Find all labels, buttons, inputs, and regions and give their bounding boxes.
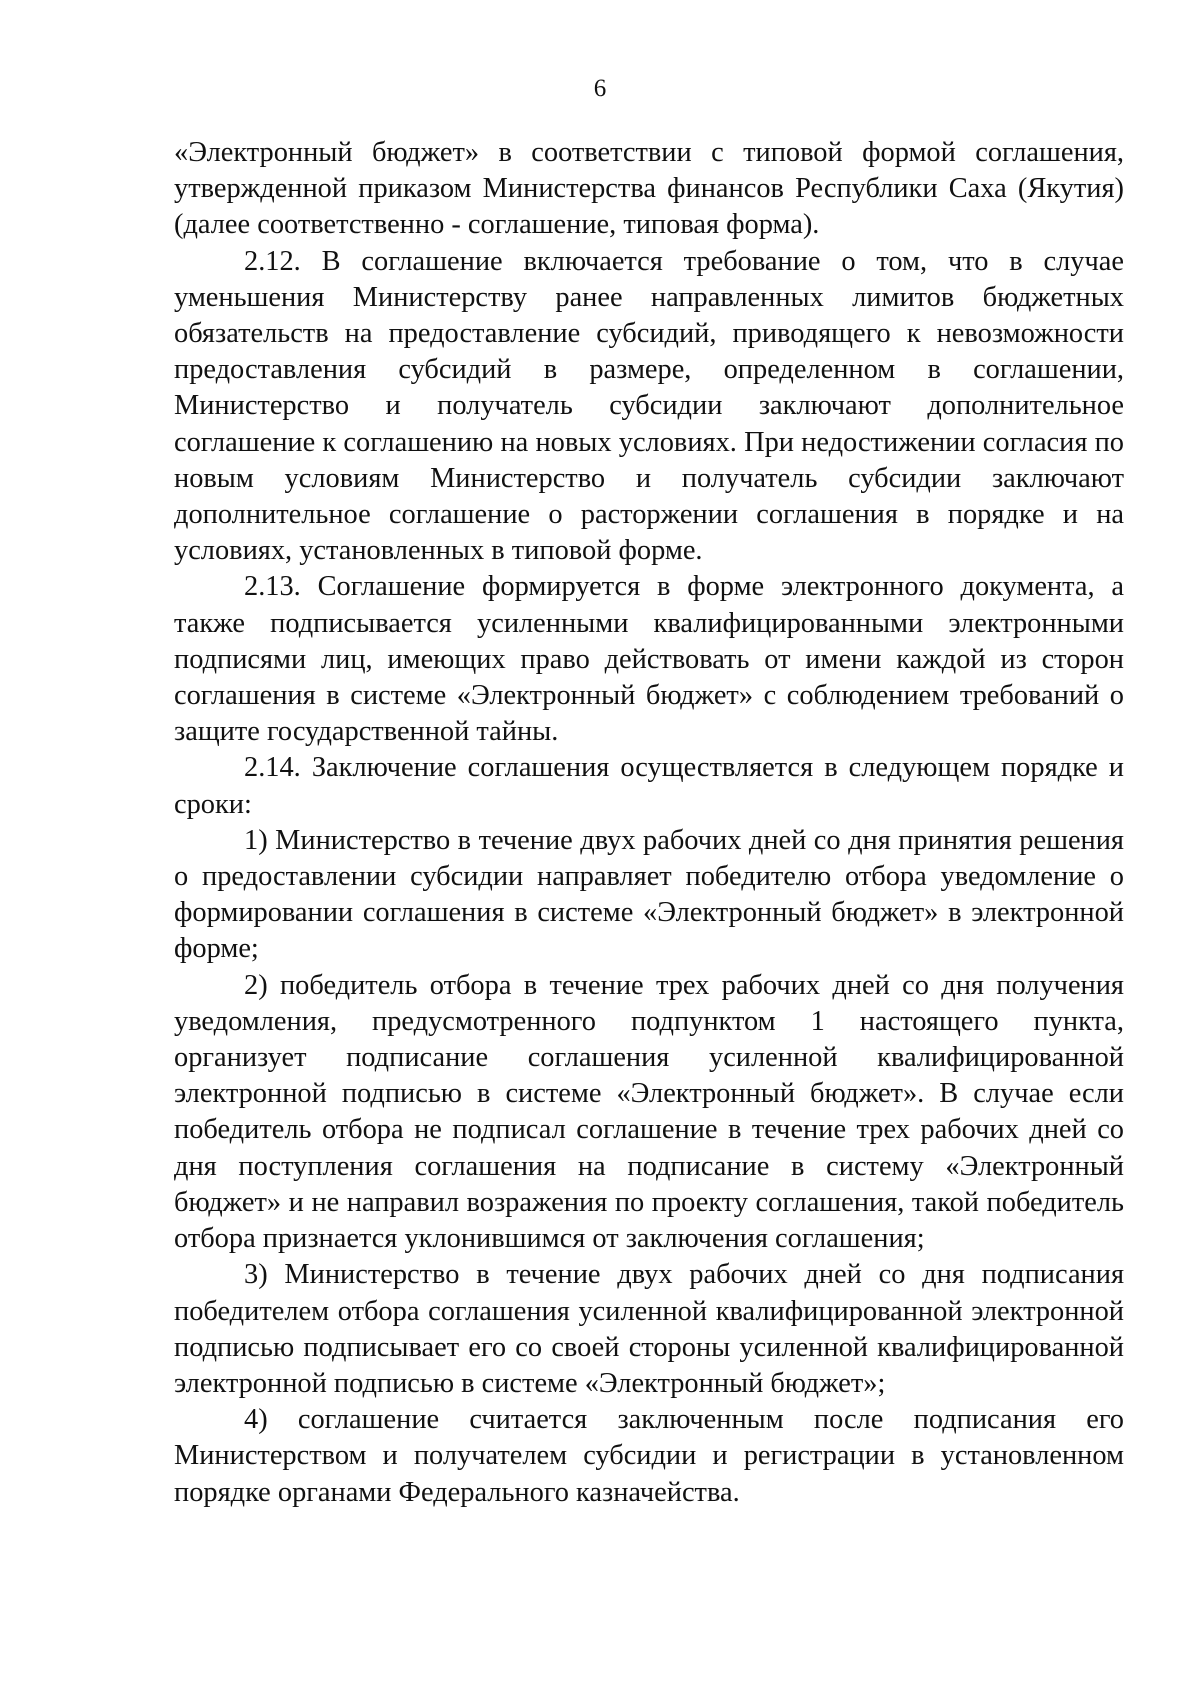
paragraph-2-12: 2.12. В соглашение включается требование о том, что в случае уменьшения Министерству ранее направленных лимитов бюджетных обязательств на предоставление субсидий, приводящего к невозможности предоставления субсидий в размере, определенном в соглашении, Министерство и получатель субсидии заключают дополнительное соглашение к соглашению на новых условиях. При недостижении согласия по новым условиям Министерство и получатель субсидии заключают дополнительное соглашение о расторжении соглашения в порядке и на условиях, установленных в типовой форме. — [174, 245, 1124, 567]
list-item-3: 3) Министерство в течение двух рабочих дней со дня подписания победителем отбора соглашения усиленной квалифицированной электронной подписью подписывает его со своей стороны усиленной квалифицированной электронной подписью в системе «Электронный бюджет»; — [174, 1259, 1124, 1399]
list-item-1: 1) Министерство в течение двух рабочих дней со дня принятия решения о предоставлении субсидии направляет победителю отбора уведомление о формировании соглашения в системе «Электронный бюджет» в электронной форме; — [174, 824, 1124, 965]
paragraph-continuation: «Электронный бюджет» в соответствии с типовой формой соглашения, утвержденной приказом Министерства финансов Республики Саха (Якутия) (далее соответственно - соглашение, типовая форма). — [174, 137, 1124, 241]
list-item-4: 4) соглашение считается заключенным после подписания его Министерством и получателем субсидии и регистрации в установленном порядке органами Федерального казначейства. — [174, 1404, 1124, 1508]
page-number: 6 — [593, 75, 607, 102]
document-body — [174, 135, 1124, 1511]
list-item-2: 2) победитель отбора в течение трех рабочих дней со дня получения уведомления, предусмотренного подпунктом 1 настоящего пункта, организует подписание соглашения усиленной квалифицированной электронной подписью в системе «Электронный бюджет». В случае если победитель отбора не подписал соглашение в течение трех рабочих дней со дня поступления соглашения на подписание в систему «Электронный бюджет» и не направил возражения по проекту соглашения, такой победитель отбора признается уклонившимся от заключения соглашения; — [174, 969, 1124, 1255]
paragraph-2-14: 2.14. Заключение соглашения осуществляется в следующем порядке и сроки: — [174, 752, 1124, 820]
paragraph-2-13: 2.13. Соглашение формируется в форме электронного документа, а также подписывается усиленными квалифицированными электронными подписями лиц, имеющих право действовать от имени каждой из сторон соглашения в системе «Электронный бюджет» с соблюдением требований о защите государственной тайны. — [174, 571, 1124, 748]
